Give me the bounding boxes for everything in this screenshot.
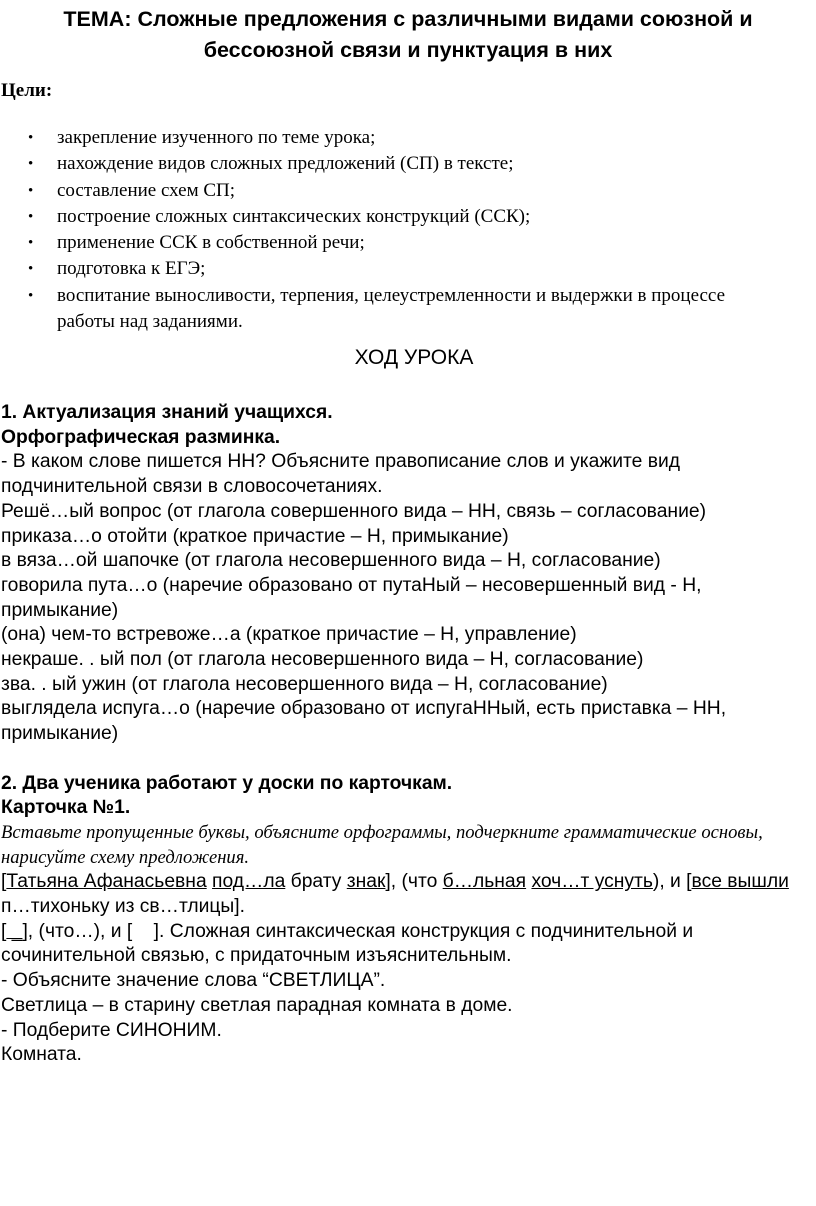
answer-meaning: Светлица – в старину светлая парадная комната в доме. [1,994,513,1016]
lesson-heading: ХОД УРОКА [354,346,474,369]
scheme-text: ], (что…), и [ [22,920,133,942]
card-sentence [1,870,801,919]
spacer [1,747,801,772]
list-item: выглядела испуга…о (наречие образовано от испугаННый, есть приставка – НН, примыкание) [1,698,727,745]
list-item: Решё…ый вопрос (от глагола совершенного вида – НН, связь – согласование) [1,500,706,522]
list-item: • нахождение видов сложных предложений (СП) в тексте; [0,151,757,177]
card-task: Вставьте пропущенные буквы, объясните орфограммы, подчеркните грамматические основы, нарисуйте схему предложения. [1,821,763,868]
answer-synonym: Комната. [1,1044,82,1066]
list-item: • составление схем СП; [0,178,757,204]
sentence-text: ), и [ [652,871,692,893]
page-title: ТЕМА: Сложные предложения с различными видами союзной и бессоюзной связи и пунктуация в них [63,7,753,62]
sentence-text: п…тихоньку из св…тлицы]. [1,896,245,918]
section2-heading: 2. Два ученика работают у доски по карточкам. [1,772,453,794]
list-item: в вяза…ой шапочке (от глагола несовершенного вида – Н, согласование) [1,550,661,572]
predicate-underlined: под…ла [212,871,286,893]
section1-subheading: Орфографическая разминка. [1,426,281,448]
predicate-underlined: все вышли [691,871,789,893]
list-item: • закрепление изученного по теме урока; [0,125,757,151]
section1-heading: 1. Актуализация знаний учащихся. [1,402,333,423]
sentence-scheme [1,920,801,969]
predicate-underlined: хоч…т уснуть [531,871,653,893]
sentence-text: брату [285,871,347,893]
list-item: • воспитание выносливости, терпения, целеустремленности и выдержки в процессе работы над заданиями. [0,283,757,336]
list-item: приказа…о отойти (краткое причастие – Н, примыкание) [1,525,509,547]
bracket: [ [1,920,7,942]
question-synonym: - Подберите СИНОНИМ. [1,1019,222,1041]
bracket: [ [1,871,7,893]
list-item: • подготовка к ЕГЭ; [0,256,757,282]
question-meaning: - Объясните значение слова “СВЕТЛИЦА”. [1,970,386,992]
subject-underlined: Татьяна Афанасьевна [6,871,207,893]
scheme-blank: _ [6,920,23,942]
subject-underlined: б…льная [442,871,527,893]
list-item: некраше. . ый пол (от глагола несовершенного вида – Н, согласование) [1,649,644,671]
scheme-blank [132,921,153,942]
list-item: • построение сложных синтаксических конструкций (ССК); [0,204,757,230]
lesson-body [1,401,801,1068]
goals-label: Цели: [1,80,53,101]
section1-question: - В каком слове пишется НН? Объясните правописание слов и укажите вид подчинительной связи в словосочетаниях. [1,451,681,498]
list-item: • применение ССК в собственной речи; [0,230,757,256]
sentence-text: ], (что [385,871,443,893]
list-item: говорила пута…о (наречие образовано от путаНый – несовершенный вид - Н, примыкание) [1,574,702,621]
goals-list [0,125,757,335]
card-title: Карточка №1. [1,797,131,819]
list-item: (она) чем-то встревоже…а (краткое причастие – Н, управление) [1,624,577,646]
predicate-underlined: знак [346,871,386,893]
list-item: зва. . ый ужин (от глагола несовершенного вида – Н, согласование) [1,673,608,695]
scheme-text: ]. Сложная синтаксическая конструкция с подчинительной и сочинительной связью, с придаточным изъяснительным. [1,920,694,967]
